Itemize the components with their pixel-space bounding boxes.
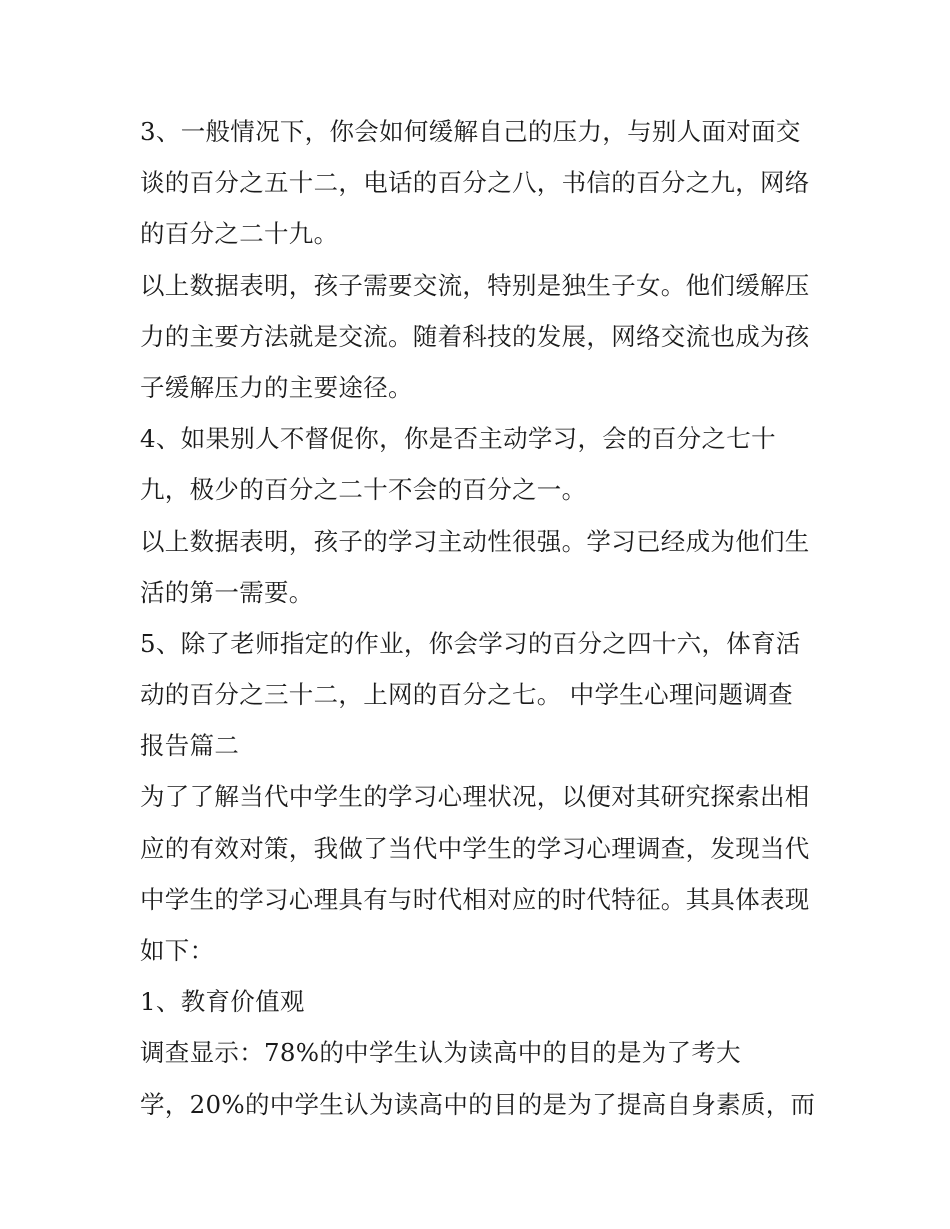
text-line: 应的有效对策，我做了当代中学生的学习心理调查，发现当代 [140,833,810,863]
text-line: 学，20%的中学生认为读高中的目的是为了提高自身素质，而 [140,1089,816,1119]
text-line: 中学生的学习心理具有与时代相对应的时代特征。其具体表现 [140,884,810,914]
text-line: 力的主要方法就是交流。随着科技的发展，网络交流也成为孩 [140,321,810,351]
text-line: 如下： [140,936,215,965]
text-line: 调查显示：78%的中学生认为读高中的目的是为了考大 [140,1038,741,1068]
text-line: 九，极少的百分之二十不会的百分之一。 [140,475,587,505]
text-line: 5、除了老师指定的作业，你会学习的百分之四十六，体育活 [140,628,801,658]
text-line: 子缓解压力的主要途径。 [140,372,413,402]
text-line: 动的百分之三十二，上网的百分之七。 中学生心理问题调查 [140,680,793,710]
text-line: 活的第一需要。 [140,577,314,607]
document-body [140,106,820,1130]
text-line: 报告篇二 [140,731,240,761]
text-line: 1、教育价值观 [140,987,305,1017]
text-line: 谈的百分之五十二，电话的百分之八，书信的百分之九，网络 [140,168,810,198]
text-line: 4、如果别人不督促你，你是否主动学习，会的百分之七十 [140,424,776,454]
text-line: 的百分之二十九。 [140,219,339,249]
text-line: 为了了解当代中学生的学习心理状况，以便对其研究探索出相 [140,782,810,812]
text-line: 3、一般情况下，你会如何缓解自己的压力，与别人面对面交 [140,117,801,146]
text-line: 以上数据表明，孩子的学习主动性很强。学习已经成为他们生 [140,526,810,556]
text-line: 以上数据表明，孩子需要交流，特别是独生子女。他们缓解压 [140,270,810,300]
